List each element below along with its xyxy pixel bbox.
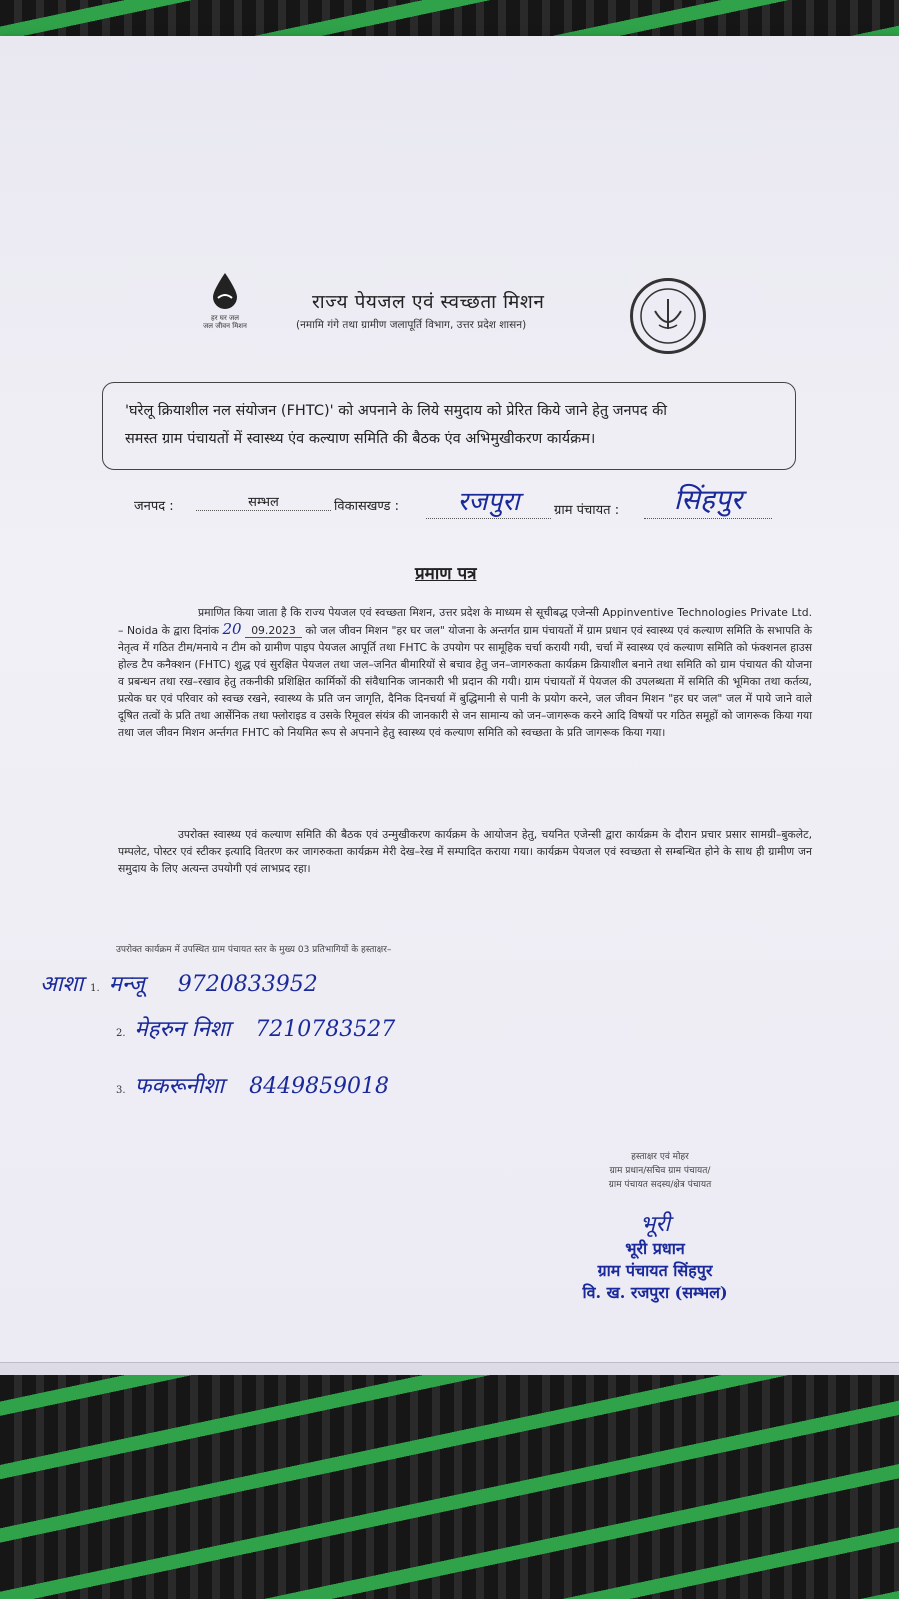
date-rest: 09.2023 [245,624,302,638]
pradhan-stamp [560,1208,750,1304]
signatory-phone: 9720833952 [177,972,318,997]
date-day: 20 [222,620,242,638]
certificate-paragraph-2 [118,826,812,877]
topic-box [102,382,796,470]
water-drop-icon [211,272,239,310]
signatory-row-3 [116,1070,389,1100]
signatory-number: 3. [116,1085,126,1096]
signatory-phone: 7210783527 [255,1017,396,1042]
signature-instructions [560,1150,760,1192]
signatory-name: फकरूनीशा [134,1074,225,1099]
pradhan-signature: भूरी [639,1212,671,1237]
signatory-row-1 [40,968,318,998]
district-label: जनपद : [134,499,174,514]
har-ghar-jal-logo [195,272,255,342]
certificate-paragraph-1 [118,604,812,741]
page-title: राज्य पेयजल एवं स्वच्छता मिशन [312,291,545,313]
signatory-number: 1. [90,983,100,994]
stamp-label-2: ग्राम प्रधान/सचिव ग्राम पंचायत/ [609,1166,711,1176]
signatory-number: 2. [116,1028,126,1039]
page-subtitle: (नमामि गंगे तथा ग्रामीण जलापूर्ति विभाग, उत्तर प्रदेश शासन) [296,319,527,331]
logo-caption: हर घर जल जल जीवन मिशन [203,314,247,330]
panchayat-value: सिंहपुर [644,480,772,519]
background-mat-bottom [0,1375,899,1599]
signatory-name: मेहरुन निशा [134,1017,231,1042]
stamp-line-2: ग्राम पंचायत सिंहपुर [597,1261,713,1280]
stamp-line-1: भूरी प्रधान [625,1239,685,1258]
stamp-label-3: ग्राम पंचायत सदस्य/क्षेत्र पंचायत [608,1180,712,1190]
certificate-title: प्रमाण पत्र [415,564,477,584]
signatory-phone: 8449859018 [249,1074,390,1099]
up-government-seal-icon [630,278,706,354]
signatories-intro: उपरोक्त कार्यक्रम में उपस्थित ग्राम पंचायत स्तर के मुख्य 03 प्रतिभागियों के हस्ताक्षर– [116,945,392,955]
panchayat-label: ग्राम पंचायत : [554,503,620,518]
topic-line-2: समस्त ग्राम पंचायतों में स्वास्थ्य एंव कल्याण समिति की बैठक एंव अभिमुखीकरण कार्यक्रम। [125,431,596,447]
signatory-name: मन्जू [108,972,145,997]
block-label: विकासखण्ड : [334,499,400,514]
para1-part-b: को जल जीवन मिशन "हर घर जल" योजना के अन्तर्गत ग्राम पंचायतों में ग्राम प्रधान एवं स्वास्थ्य एवं कल्याण समिति के सभापति के नेतृत्व में गठित टीम/मनाये न टीम को ग्रामीण पाइप पेयजल आपूर्ति तथा FHTC के उपयोग पर सामूहिक चर्चा करायी गयी, चर्चा में स्वास्थ्य एवं कल्याण समिति को फंक्शनल हाउस होल्ड टैप कनैक्शन (FHTC) शुद्ध एवं सुरक्षित पेयजल तथा जल–जनित बीमारियों से बचाव हेतु जन–जागरुकता कार्यक्रम क्रियाशील बनाने तथा समिति को ग्राम पंचायत की योजना व प्रबन्धन तथा रख–रखाव हेतु तकनीकी प्रशिक्षित कार्मिकों की संवैधानिक जानकारी भी प्रदान की गयी। ग्राम पंचायतों में पेयजल की उपलब्धता में समिति की भूमिका तथा कर्तव्य, प्रत्येक घर एवं परिवार को स्वच्छ रखने, स्वास्थ्य के प्रति जन जागृति, दैनिक दिनचर्या में बुद्धिमानी से पानी के प्रयोग करने, जल जीवन मिशन "हर घर जल" जल में पाये जाने वाले दूषित तत्वों के प्रति तथा आर्सेनिक तथा फ्लोराइड व उसके रिमूवल संयंत्र की जानकारी से जन सामान्य को जन–जागरूक करने आदि विषयों पर गठित समूहों को जागरूक किया गया तथा जल जीवन मिशन अर्न्तगत FHTC को नियमित रूप से अपनाने हेतु स्वास्थ्य एवं कल्याण समिति को स्वच्छता के प्रति जागरूक किया गया। [118,624,813,739]
signatory-prefix: आशा [40,972,84,997]
stamp-line-3: वि. ख. रजपुरा (सम्भल) [582,1283,728,1302]
stamp-label-1: हस्ताक्षर एवं मोहर [631,1152,689,1162]
block-value: रजपुरा [426,482,551,519]
para1-part-a: प्रमाणित किया जाता है कि राज्य पेयजल एवं स्वच्छता मिशन, उत्तर प्रदेश के माध्यम से सूचीबद्ध एजेन्सी Appinventive Technologies Private Ltd. – Noida के द्वारा दिनांक [118,606,812,637]
topic-line-1: 'घरेलू क्रियाशील नल संयोजन (FHTC)' को अपनाने के लिये समुदाय को प्रेरित किये जाने हेतु जनपद की [125,403,667,419]
district-value: सम्भल [196,492,331,511]
signatory-row-2 [116,1013,395,1043]
para2-text: उपरोक्त स्वास्थ्य एवं कल्याण समिति की बैठक एवं उन्मुखीकरण कार्यक्रम के आयोजन हेतु, चयनित एजेन्सी द्वारा कार्यक्रम के दौरान प्रचार प्रसार सामग्री–बुकलेट, पम्पलेट, पोस्टर एवं स्टीकर इत्यादि वितरण कर जागरुकता कार्यक्रम मेरी देख–रेख में सम्पादित कराया गया। कार्यक्रम पेयजल एवं स्वच्छता से सम्बन्धित होने के साथ ही ग्रामीण जन समुदाय के लिए अत्यन्त उपयोगी एवं लाभप्रद रहा। [118,828,812,875]
